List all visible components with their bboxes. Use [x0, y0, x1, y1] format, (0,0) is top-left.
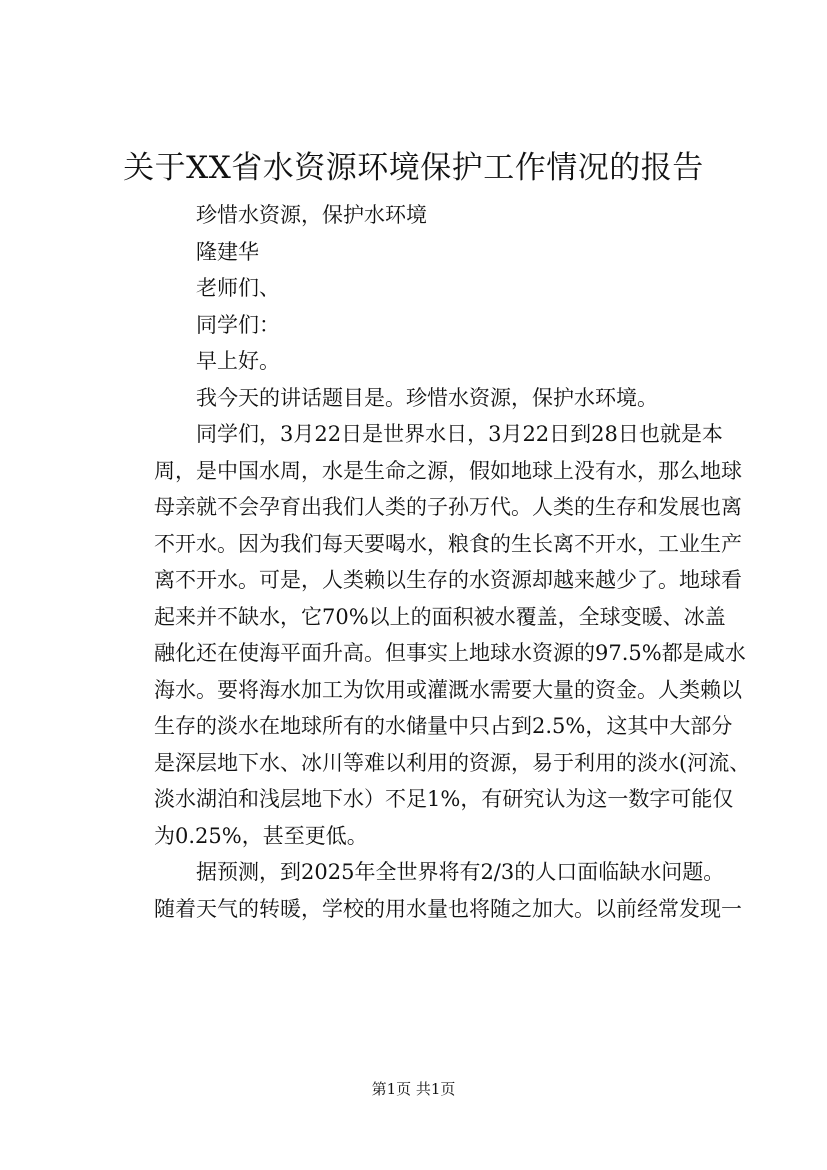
paragraph-line: 隆建华 — [196, 239, 259, 264]
paragraph-line: 同学们，3月22日是世界水日，3月22日到28日也就是本 — [196, 422, 723, 446]
paragraph-line: 周，是中国水周，水是生命之源，假如地球上没有水，那么地球 — [154, 458, 742, 483]
paragraph-topic — [112, 380, 718, 417]
paragraph-line: 海水。要将海水加工为饮用或灌溉水需要大量的资金。人类赖以 — [154, 677, 742, 702]
paragraph-subtitle — [112, 197, 718, 234]
paragraph-line: 融化还在使海平面升高。但事实上地球水资源的97.5%都是咸水 — [154, 641, 746, 665]
paragraph-water-facts — [112, 416, 751, 854]
paragraph-line: 同学们： — [196, 312, 280, 337]
paragraph-line: 不开水。因为我们每天要喝水，粮食的生长离不开水，工业生产 — [154, 531, 742, 556]
paragraph-line: 为0.25%，甚至更低。 — [154, 823, 368, 848]
paragraph-line: 老师们、 — [196, 276, 280, 300]
paragraph-line: 母亲就不会孕育出我们人类的子孙万代。人类的生存和发展也离 — [154, 495, 742, 519]
paragraph-line: 起来并不缺水，它70%以上的面积被水覆盖，全球变暖、冰盖 — [154, 604, 726, 629]
paragraph-good-morning — [112, 343, 718, 380]
paragraph-author — [112, 234, 718, 271]
paragraph-line: 据预测，到2025年全世界将有2/3的人口面临缺水问题。 — [196, 860, 725, 884]
paragraph-greeting-students — [112, 307, 718, 344]
document-body — [112, 197, 751, 927]
paragraph-line: 我今天的讲话题目是。珍惜水资源，保护水环境。 — [196, 385, 658, 410]
paragraph-line: 珍惜水资源，保护水环境 — [196, 203, 427, 227]
paragraph-prediction — [112, 854, 742, 927]
paragraph-line: 早上好。 — [196, 349, 280, 373]
paragraph-line: 随着天气的转暖，学校的用水量也将随之加大。以前经常发现一 — [154, 896, 742, 921]
page-number-footer: 第1页 共1页 — [371, 1080, 456, 1098]
paragraph-greeting-teachers — [112, 270, 718, 307]
paragraph-line: 离不开水。可是，人类赖以生存的水资源却越来越少了。地球看 — [154, 568, 742, 592]
paragraph-line: 淡水湖泊和浅层地下水）不足1%，有研究认为这一数字可能仅 — [154, 787, 734, 811]
document-title: 关于XX省水资源环境保护工作情况的报告 — [123, 150, 704, 186]
paragraph-line: 是深层地下水、冰川等难以利用的资源，易于利用的淡水(河流、 — [154, 750, 751, 775]
paragraph-line: 生存的淡水在地球所有的水储量中只占到2.5%，这其中大部分 — [154, 714, 733, 738]
